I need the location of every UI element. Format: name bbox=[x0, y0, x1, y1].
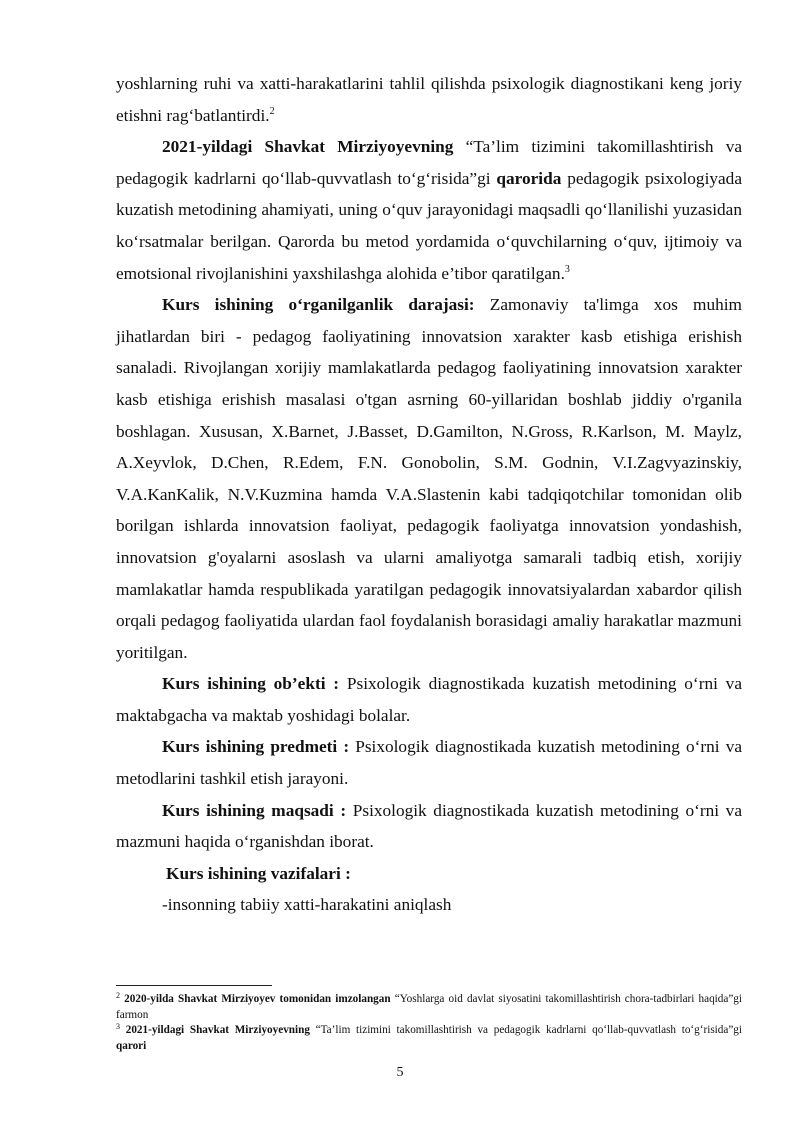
heading-subject: Kurs ishining predmeti : bbox=[162, 737, 350, 757]
paragraph-decree-2021: 2021-yildagi Shavkat Mirziyoyevning “Ta’lim tizimini takomillashtirish va pedagogik kadrlarni qo‘llab-quvvatlash to‘g‘risida”gi qarorida pedagogik psixologiyada kuzatish metodining ahamiyati, uning o‘quv jarayonidagi maqsadli qo‘llanilishi yuzasidan ko‘rsatmalar berilgan. Qarorda bu metod yordamida o‘quvchilarning o‘quv, ijtimoiy va emotsional rivojlanishini yaxshilashga alohida e’tibor qaratilgan.$^3$ bbox=[116, 137, 742, 283]
footnote-2: $^2$ 2020-yilda Shavkat Mirziyoyev tomonidan imzolangan “Yoshlarga oid davlat siyosatini takomillashtirish chora-tadbirlari haqida”gi farmon bbox=[116, 991, 743, 1021]
decree-word: qarorida bbox=[496, 168, 562, 188]
paragraph-goal: Kurs ishining maqsadi : Psixologik diagnostikada kuzatish metodining o‘rni va mazmuni haqida o‘rganishdan iborat. bbox=[116, 800, 742, 852]
heading-goal: Kurs ishining maqsadi : bbox=[162, 800, 347, 820]
footnotes bbox=[116, 992, 742, 1054]
footnote-ref-3[interactable]: 3 bbox=[564, 263, 570, 275]
decree-author: 2021-yildagi Shavkat Mirziyoyevning bbox=[162, 137, 454, 157]
body-text bbox=[116, 68, 742, 921]
paragraph-intro-continuation: yoshlarning ruhi va xatti-harakatlarini tahlil qilishda psixologik diagnostikani keng joriy etishni rag‘batlantirdi.$^2$ bbox=[116, 74, 742, 125]
task-item: -insonning tabiiy xatti-harakatini aniqlash bbox=[162, 895, 452, 915]
paragraph-object: Kurs ishining ob’ekti : Psixologik diagnostikada kuzatish metodining o‘rni va maktabgacha va maktab yoshidagi bolalar. bbox=[116, 674, 742, 725]
heading-research-level: Kurs ishining o‘rganilganlik darajasi: bbox=[162, 295, 475, 315]
paragraph-subject: Kurs ishining predmeti : Psixologik diagnostikada kuzatish metodining o‘rni va metodlarini tashkil etish jarayoni. bbox=[116, 737, 743, 789]
paragraph-tasks bbox=[116, 858, 742, 890]
footnote-separator bbox=[116, 985, 272, 986]
footnote-ref-2[interactable]: 2 bbox=[269, 105, 275, 117]
paragraph-research-level: Kurs ishining o‘rganilganlik darajasi: Zamonaviy ta'limga xos muhim jihatlardan biri - pedagog faoliyatining innovatsion xarakter kasb etishiga erishish sanaladi. Rivojlangan xorijiy mamlakatlarda pedagog faoliyatining innovatsion xarakter kasb etishiga erishish masalasi o'tgan asrning 60-yillaridan boshlab jiddiy o'rganila boshlagan. Xususan, X.Barnet, J.Basset, D.Gamilton, N.Gross, R.Karlson, M. Maylz, A.Xeyvlok, D.Chen, R.Edem, F.N. Gonobolin, S.M. Godnin, V.I.Zagvyazinskiy, V.A.KanKalik, N.V.Kuzmina hamda V.A.Slastenin kabi tadqiqotchilar tomonidan olib borilgan ishlarda innovatsion faoliyat, pedagogik faoliyatga innovatsion yondashish, innovatsion g'oyalarni asoslash va ularni amaliyotga samarali tadbiq etish, xorijiy mamlakatlar hamda respublikada yaratilgan pedagogik innovatsiyalardan xabardor qilish orqali pedagog faoliyatida ulardan faol foydalanish borasidagi amaliy harakatlar mazmuni yoritilgan. bbox=[116, 295, 742, 662]
page-number: 5 bbox=[396, 1065, 404, 1080]
footnote-3: $^3$ 2021-yildagi Shavkat Mirziyoyevning “Ta’lim tizimini takomillashtirish va pedagogik kadrlarni qo‘llab-quvvatlash to‘g‘risida”gi qarori bbox=[116, 1022, 743, 1052]
heading-object: Kurs ishining ob’ekti : bbox=[162, 674, 340, 694]
heading-tasks: Kurs ishining vazifalari : bbox=[166, 863, 351, 883]
